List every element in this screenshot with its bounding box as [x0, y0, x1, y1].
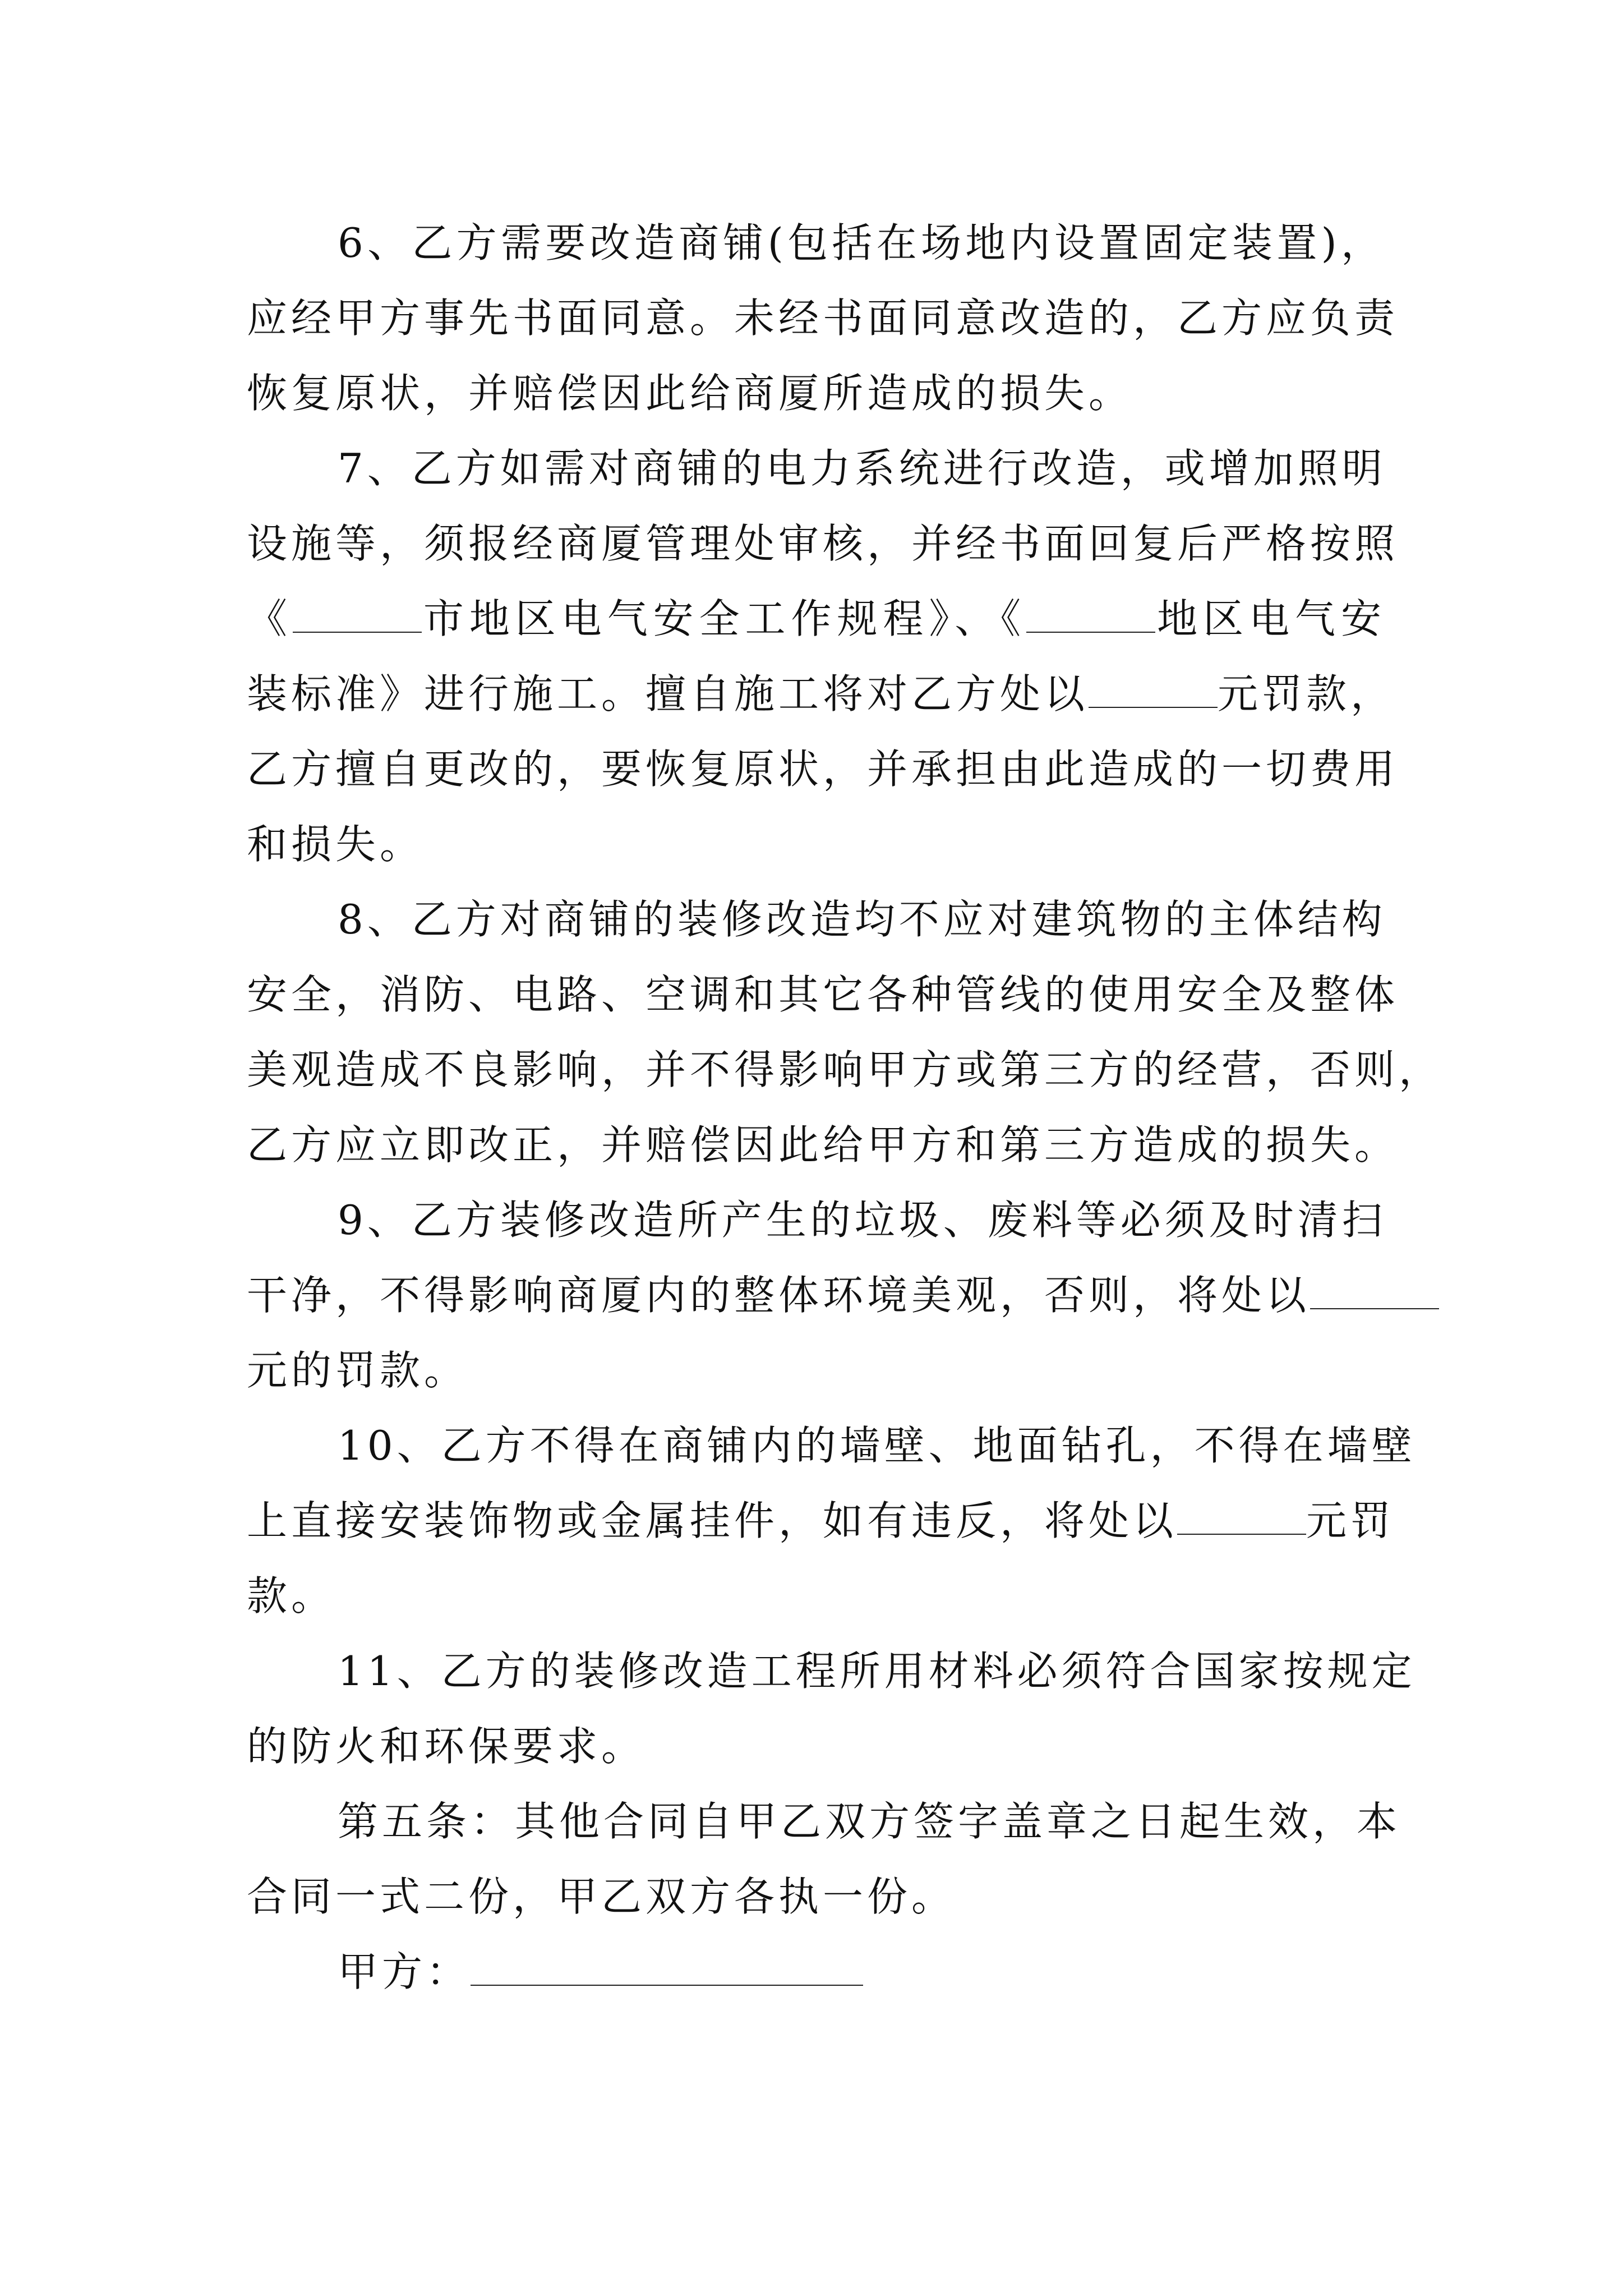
fill-in-blank[interactable] — [1089, 672, 1218, 708]
text-line — [247, 1934, 1385, 2009]
text-segment: 元罚 — [1306, 1497, 1395, 1544]
text-line: 9、乙方装修改造所产生的垃圾、废料等必须及时清扫 — [338, 1197, 1386, 1244]
fill-in-blank[interactable] — [1177, 1499, 1306, 1535]
text-segment: 上直接安装饰物或金属挂件，如有违反，将处以 — [247, 1497, 1178, 1544]
text-line: 安全，消防、电路、空调和其它各种管线的使用安全及整体 — [247, 971, 1399, 1018]
text-segment: 干净，不得影响商厦内的整体环境美观，否则，将处以 — [247, 1272, 1311, 1319]
text-line: 合同一式二份，甲乙双方各执一份。 — [247, 1873, 956, 1920]
text-segment: 元罚款， — [1218, 670, 1395, 717]
fill-in-blank[interactable] — [1310, 1273, 1439, 1309]
text-line: 元的罚款。 — [247, 1347, 469, 1394]
paragraph-clause-6 — [247, 205, 1399, 431]
paragraph-clause-9 — [247, 1182, 1385, 1408]
text-segment: 装标准》进行施工。擅自施工将对乙方处以 — [247, 670, 1089, 717]
text-line: 7、乙方如需对商铺的电力系统进行改造，或增加照明 — [338, 445, 1386, 492]
text-line: 款。 — [247, 1572, 336, 1619]
fill-in-blank[interactable] — [1026, 597, 1155, 633]
text-segment: 市地区电气安全工作规程》、《 — [421, 595, 1027, 642]
text-line: 第五条：其他合同自甲乙双方签字盖章之日起生效，本 — [338, 1798, 1401, 1845]
paragraph-article-5 — [247, 1784, 1401, 1934]
text-line: 10、乙方不得在商铺内的墙壁、地面钻孔，不得在墙壁 — [338, 1422, 1416, 1469]
paragraph-clause-7 — [247, 431, 1399, 882]
text-line: 设施等，须报经商厦管理处审核，并经书面回复后严格按照 — [247, 520, 1399, 567]
text-line: 恢复原状，并赔偿因此给商厦所造成的损失。 — [247, 370, 1133, 417]
text-line: 乙方应立即改正，并赔偿因此给甲方和第三方造成的损失。 — [247, 1121, 1399, 1168]
text-line: 11、乙方的装修改造工程所用材料必须符合国家按规定 — [338, 1648, 1416, 1695]
text-line — [247, 1258, 1385, 1333]
signature-label: 甲方： — [338, 1948, 471, 1995]
text-segment: 地区电气安 — [1155, 595, 1385, 642]
contract-body — [247, 205, 1444, 2009]
text-line: 的防火和环保要求。 — [247, 1723, 646, 1770]
text-line — [247, 1483, 1395, 1558]
text-line — [247, 656, 1395, 731]
text-segment: 《 — [247, 595, 293, 642]
text-line: 6、乙方需要改造商铺(包括在场地内设置固定装置)， — [338, 219, 1385, 266]
text-line: 乙方擅自更改的，要恢复原状，并承担由此造成的一切费用 — [247, 746, 1399, 793]
signature-blank[interactable] — [471, 1950, 863, 1986]
text-line: 应经甲方事先书面同意。未经书面同意改造的，乙方应负责 — [247, 295, 1399, 342]
signature-party-a — [247, 1934, 1385, 2009]
text-line: 和损失。 — [247, 821, 425, 868]
paragraph-clause-8 — [247, 882, 1444, 1182]
text-line: 8、乙方对商铺的装修改造均不应对建筑物的主体结构 — [338, 896, 1386, 943]
paragraph-clause-10 — [247, 1408, 1416, 1634]
fill-in-blank[interactable] — [293, 597, 422, 633]
paragraph-clause-11 — [247, 1634, 1416, 1784]
text-line: 美观造成不良影响，并不得影响甲方或第三方的经营，否则， — [247, 1046, 1444, 1093]
text-line — [247, 581, 1385, 656]
